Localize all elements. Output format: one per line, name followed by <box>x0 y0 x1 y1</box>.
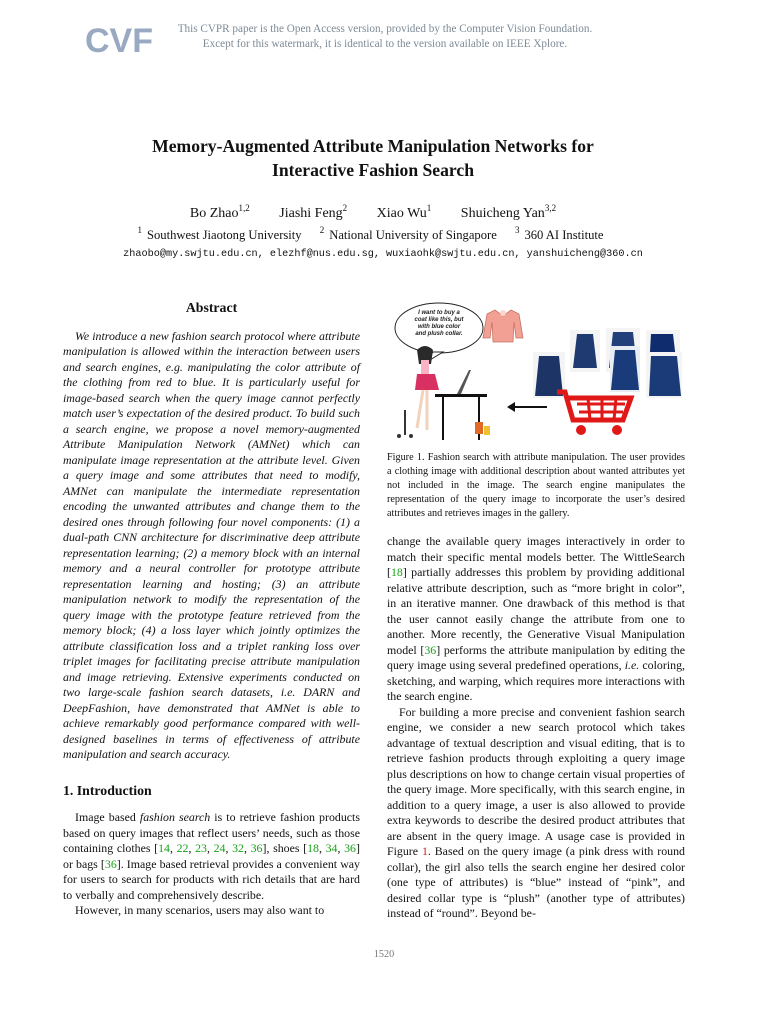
bubble-text-line-3: with blue color <box>417 324 461 330</box>
author: Bo Zhao$^{1,2}$ <box>189 203 250 221</box>
citation-link[interactable]: 36 <box>250 841 263 855</box>
page-number: 1520 <box>373 949 395 960</box>
bubble-text-line-1: I want to buy a <box>418 310 460 316</box>
right-paragraph-2: For building a more precise and convenient fashion search engine, we consider a new search protocol which takes advantage of textual description and visual editing, that is to retrieve fashion products through exploiting a query image plus descriptions on how to change certain visual properties of the query image. More specifically, with this search engine, in addition to a query image, a user is also allowed to provide extra keywords to describe the desired product attributes that are absent in the query image. A usage case is provided in Figure 1. Based on the query image (a pink dress with round collar), the girl also tells the search engine her desired color (one type of attributes) is “blue” instead of “pink”, and desired collar type is “plush” (another type of attributes) instead of “round”. Beyond be- <box>387 704 685 920</box>
abstract-heading: Abstract <box>185 300 238 315</box>
affiliation: $^3$ 360 AI Institute <box>514 225 604 242</box>
affiliation-list <box>60 225 686 243</box>
paper-title <box>60 134 686 182</box>
citation-link[interactable]: 34 <box>325 841 338 855</box>
watermark-line-2: Except for this watermark, it is identical to the version available on IEEE Xplore. <box>202 38 568 50</box>
cvf-logo-text: CVF <box>85 22 153 60</box>
title-line-2: Interactive Fashion Search <box>272 160 474 180</box>
bubble-text-line-2: coat like this, but <box>414 317 464 323</box>
figure-1-illustration <box>387 300 687 442</box>
left-column <box>63 300 360 919</box>
title-line-1: Memory-Augmented Attribute Manipulation Networks for <box>152 136 594 156</box>
cvf-logo <box>84 20 153 60</box>
author-emails: zhaobo@my.swjtu.edu.cn, elezhf@nus.edu.sg, wuxiaohk@swjtu.edu.cn, yanshuicheng@360.cn <box>123 249 643 260</box>
pink-coat-image <box>483 310 523 342</box>
bubble-text-line-4: and plush collar. <box>415 331 463 337</box>
intro-paragraph-2: However, in many scenarios, users may also want to <box>75 903 325 917</box>
author: Jiashi Feng$^2$ <box>279 203 348 221</box>
citation-link[interactable]: 36 <box>104 856 117 871</box>
affiliation: $^2$ National University of Singapore <box>319 225 497 242</box>
shopping-cart-icon <box>557 392 631 435</box>
right-column <box>387 534 685 922</box>
citation-link[interactable]: 36 <box>344 841 356 855</box>
speech-bubble <box>395 303 483 363</box>
author-list <box>60 203 686 222</box>
citation-link[interactable]: 14 <box>158 841 170 855</box>
watermark-notice <box>150 22 620 52</box>
watermark-line-1: This CVPR paper is the Open Access version, provided by the Computer Vision Foundation. <box>177 23 593 35</box>
citation-link[interactable]: 24 <box>213 841 226 855</box>
citation-link[interactable]: 36 <box>424 642 437 657</box>
citation-link[interactable]: 23 <box>195 841 207 855</box>
figure-1-caption: Figure 1. Fashion search with attribute manipulation. The user provides a clothing image with additional description about wanted attributes yet not included in the image. The search engine manipulates the representation of the query image to incorporate the user’s desired attributes and retrieves images in the gallery. <box>387 452 685 519</box>
citation-link[interactable]: 22 <box>176 841 189 855</box>
right-paragraph-1: change the available query images interactively in order to match their specific mental models better. The WittleSearch [18] partially addresses this problem by providing additional relative attribute description, such as “more bright in color”, in an iterative manner. One drawback of this method is that the user cannot easily change the attribute from one to another. More recently, the Generative Visual Manipulation model [36] performs the attribute manipulation by editing the query image using several predefined operations, i.e. coloring, sketching, and warping, which requires more interactions with the search engine. <box>387 534 686 703</box>
author: Xiao Wu$^1$ <box>376 203 432 221</box>
citation-link[interactable]: 18 <box>307 841 319 855</box>
affiliation: $^1$ Southwest Jiaotong University <box>137 225 302 242</box>
introduction-heading: 1. Introduction <box>63 782 152 798</box>
figure-reference-link[interactable]: 1 <box>421 844 428 858</box>
author: Shuicheng Yan$^{3,2}$ <box>460 203 557 221</box>
abstract-text: We introduce a new fashion search protocol where attribute manipulation is allowed within the interaction between users and search engines, e.g. manipulating the color attribute of the clothing from red to blue. It is particularly useful for image-based search when the query image cannot perfectly match user’s expectation of the desired product. To build such a search engine, we propose a novel memory-augmented Attribute Manipulation Network (AMNet) which can manipulate image representation at the attribute level. Given a query image and some attributes that need to modify, AMNet can manipulate the intermediate representation encoding the unwanted attributes and change them to the desired ones through following four novel components: (1) a dual-path CNN architecture for discriminative deep attribute representation learning; (2) a memory block with an internal memory and a neural controller for prototype attribute representation learning and hosting; (3) an attribute manipulation network to modify the representation of the query image with the prototype feature retrieved from the memory block; (4) a loss layer which jointly optimizes the attribute classification loss and a triplet ranking loss over triplet images for facilitating precise attribute manipulation and image retrieving. Extensive experiments conducted on two large-scale fashion search datasets, i.e. DARN and DeepFashion, have demonstrated that AMNet is able to achieve remarkably good performance compared with well-designed baselines in terms of effectiveness of attribute manipulation and search accuracy. <box>63 328 360 761</box>
girl-at-desk-illustration <box>397 346 490 440</box>
intro-paragraph-1: Image based fashion search is to retrieve fashion products based on query images that reflect users’ needs, such as those containing clothes [14, 22, 23, 24, 32, 36], shoes [18, 34, 36] or bags [36]. Image based retrieval provides a convenient way for users to search for products with rich details that are hard to verbally and comprehensively describe. <box>63 810 361 902</box>
citation-link[interactable]: 18 <box>390 565 403 579</box>
arrow-left-icon <box>507 402 547 412</box>
retrieved-blue-coats <box>533 328 682 398</box>
citation-link[interactable]: 32 <box>232 841 244 855</box>
